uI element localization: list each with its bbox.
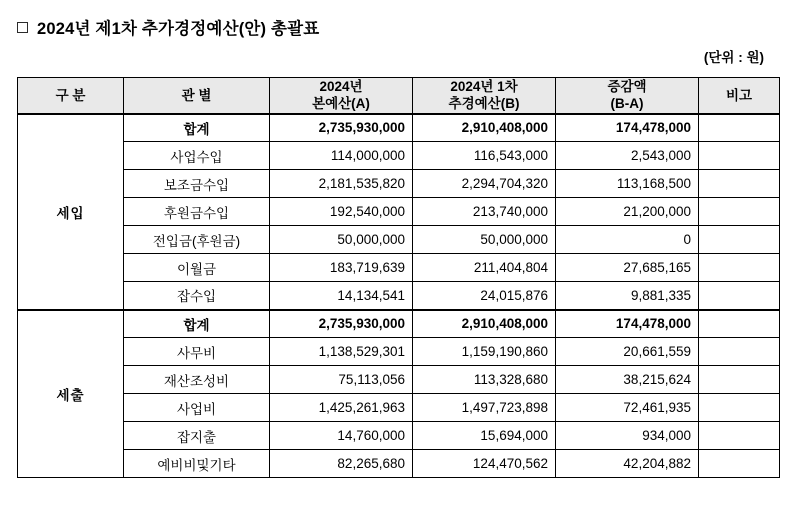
table-row (18, 450, 780, 478)
cell-remark (699, 366, 780, 394)
row-label: 합계 (124, 310, 270, 338)
cell-budget-b: 113,328,680 (413, 366, 556, 394)
row-label: 보조금수입 (124, 170, 270, 198)
cell-difference: 42,204,882 (556, 450, 699, 478)
cell-budget-b: 1,159,190,860 (413, 338, 556, 366)
cell-remark (699, 310, 780, 338)
cell-difference: 38,215,624 (556, 366, 699, 394)
table-row (18, 170, 780, 198)
column-header-budget-b (413, 78, 556, 114)
row-label: 예비비및기타 (124, 450, 270, 478)
cell-remark (699, 394, 780, 422)
cell-budget-a: 192,540,000 (270, 198, 413, 226)
cell-budget-b: 50,000,000 (413, 226, 556, 254)
table-row (18, 394, 780, 422)
cell-difference: 21,200,000 (556, 198, 699, 226)
table-row (18, 198, 780, 226)
row-label: 이월금 (124, 254, 270, 282)
cell-difference: 934,000 (556, 422, 699, 450)
cell-remark (699, 114, 780, 142)
table-body (18, 114, 780, 478)
table-header-row (18, 78, 780, 114)
cell-budget-b: 124,470,562 (413, 450, 556, 478)
group-label-expenditure: 세출 (18, 310, 124, 478)
cell-difference: 20,661,559 (556, 338, 699, 366)
table-row (18, 254, 780, 282)
cell-budget-a: 75,113,056 (270, 366, 413, 394)
cell-difference: 72,461,935 (556, 394, 699, 422)
column-header-budget-a (270, 78, 413, 114)
cell-remark (699, 198, 780, 226)
row-label: 전입금(후원금) (124, 226, 270, 254)
cell-remark (699, 142, 780, 170)
table-row (18, 338, 780, 366)
cell-budget-b: 1,497,723,898 (413, 394, 556, 422)
row-label: 재산조성비 (124, 366, 270, 394)
cell-difference: 174,478,000 (556, 114, 699, 142)
column-header-budget-a-line1: 2024년 (319, 79, 363, 94)
cell-budget-b: 15,694,000 (413, 422, 556, 450)
unit-note-row (14, 46, 778, 68)
column-header-difference-line1: 증감액 (607, 79, 647, 94)
cell-budget-b: 213,740,000 (413, 198, 556, 226)
cell-budget-a: 2,735,930,000 (270, 114, 413, 142)
cell-budget-a: 1,425,261,963 (270, 394, 413, 422)
column-header-difference-line2: (B-A) (610, 96, 644, 112)
column-header-kwan (124, 78, 270, 114)
cell-budget-a: 2,181,535,820 (270, 170, 413, 198)
row-label: 합계 (124, 114, 270, 142)
cell-budget-b: 116,543,000 (413, 142, 556, 170)
cell-difference: 113,168,500 (556, 170, 699, 198)
cell-remark (699, 226, 780, 254)
cell-budget-b: 2,910,408,000 (413, 114, 556, 142)
group-label-revenue: 세입 (18, 114, 124, 310)
column-header-gubun-line1: 구 분 (55, 87, 86, 103)
column-header-gubun (18, 78, 124, 114)
cell-budget-b: 2,910,408,000 (413, 310, 556, 338)
table-row (18, 282, 780, 310)
document-title-row (14, 14, 778, 40)
budget-summary-table (17, 77, 780, 478)
cell-difference: 174,478,000 (556, 310, 699, 338)
cell-difference: 2,543,000 (556, 142, 699, 170)
cell-budget-a: 1,138,529,301 (270, 338, 413, 366)
cell-difference: 9,881,335 (556, 282, 699, 310)
column-header-remark-line1: 비고 (725, 87, 753, 103)
cell-budget-a: 183,719,639 (270, 254, 413, 282)
table-row (18, 114, 780, 142)
cell-budget-a: 82,265,680 (270, 450, 413, 478)
table-header (18, 78, 780, 114)
cell-remark (699, 170, 780, 198)
cell-budget-a: 2,735,930,000 (270, 310, 413, 338)
cell-remark (699, 254, 780, 282)
row-label: 잡지출 (124, 422, 270, 450)
table-row (18, 366, 780, 394)
cell-budget-b: 2,294,704,320 (413, 170, 556, 198)
table-row (18, 142, 780, 170)
row-label: 후원금수입 (124, 198, 270, 226)
column-header-budget-b-line1: 2024년 1차 (450, 79, 518, 94)
column-header-remark (699, 78, 780, 114)
column-header-budget-a-line2: 본예산(A) (312, 96, 370, 112)
column-header-difference (556, 78, 699, 114)
column-header-budget-b-line2: 추경예산(B) (448, 96, 520, 112)
row-label: 사무비 (124, 338, 270, 366)
row-label: 사업비 (124, 394, 270, 422)
unit-note: (단위 : 원) (703, 50, 764, 65)
cell-budget-a: 114,000,000 (270, 142, 413, 170)
table-row (18, 310, 780, 338)
cell-remark (699, 422, 780, 450)
row-label: 잡수입 (124, 282, 270, 310)
cell-budget-a: 50,000,000 (270, 226, 413, 254)
row-label: 사업수입 (124, 142, 270, 170)
square-bullet-icon (17, 22, 28, 33)
table-row (18, 422, 780, 450)
cell-difference: 27,685,165 (556, 254, 699, 282)
column-header-kwan-line1: 관 별 (181, 87, 212, 103)
cell-remark (699, 282, 780, 310)
cell-budget-a: 14,760,000 (270, 422, 413, 450)
cell-budget-a: 14,134,541 (270, 282, 413, 310)
page-title: 2024년 제1차 추가경정예산(안) 총괄표 (37, 20, 320, 38)
cell-remark (699, 338, 780, 366)
cell-remark (699, 450, 780, 478)
cell-budget-b: 24,015,876 (413, 282, 556, 310)
table-row (18, 226, 780, 254)
cell-difference: 0 (556, 226, 699, 254)
cell-budget-b: 211,404,804 (413, 254, 556, 282)
